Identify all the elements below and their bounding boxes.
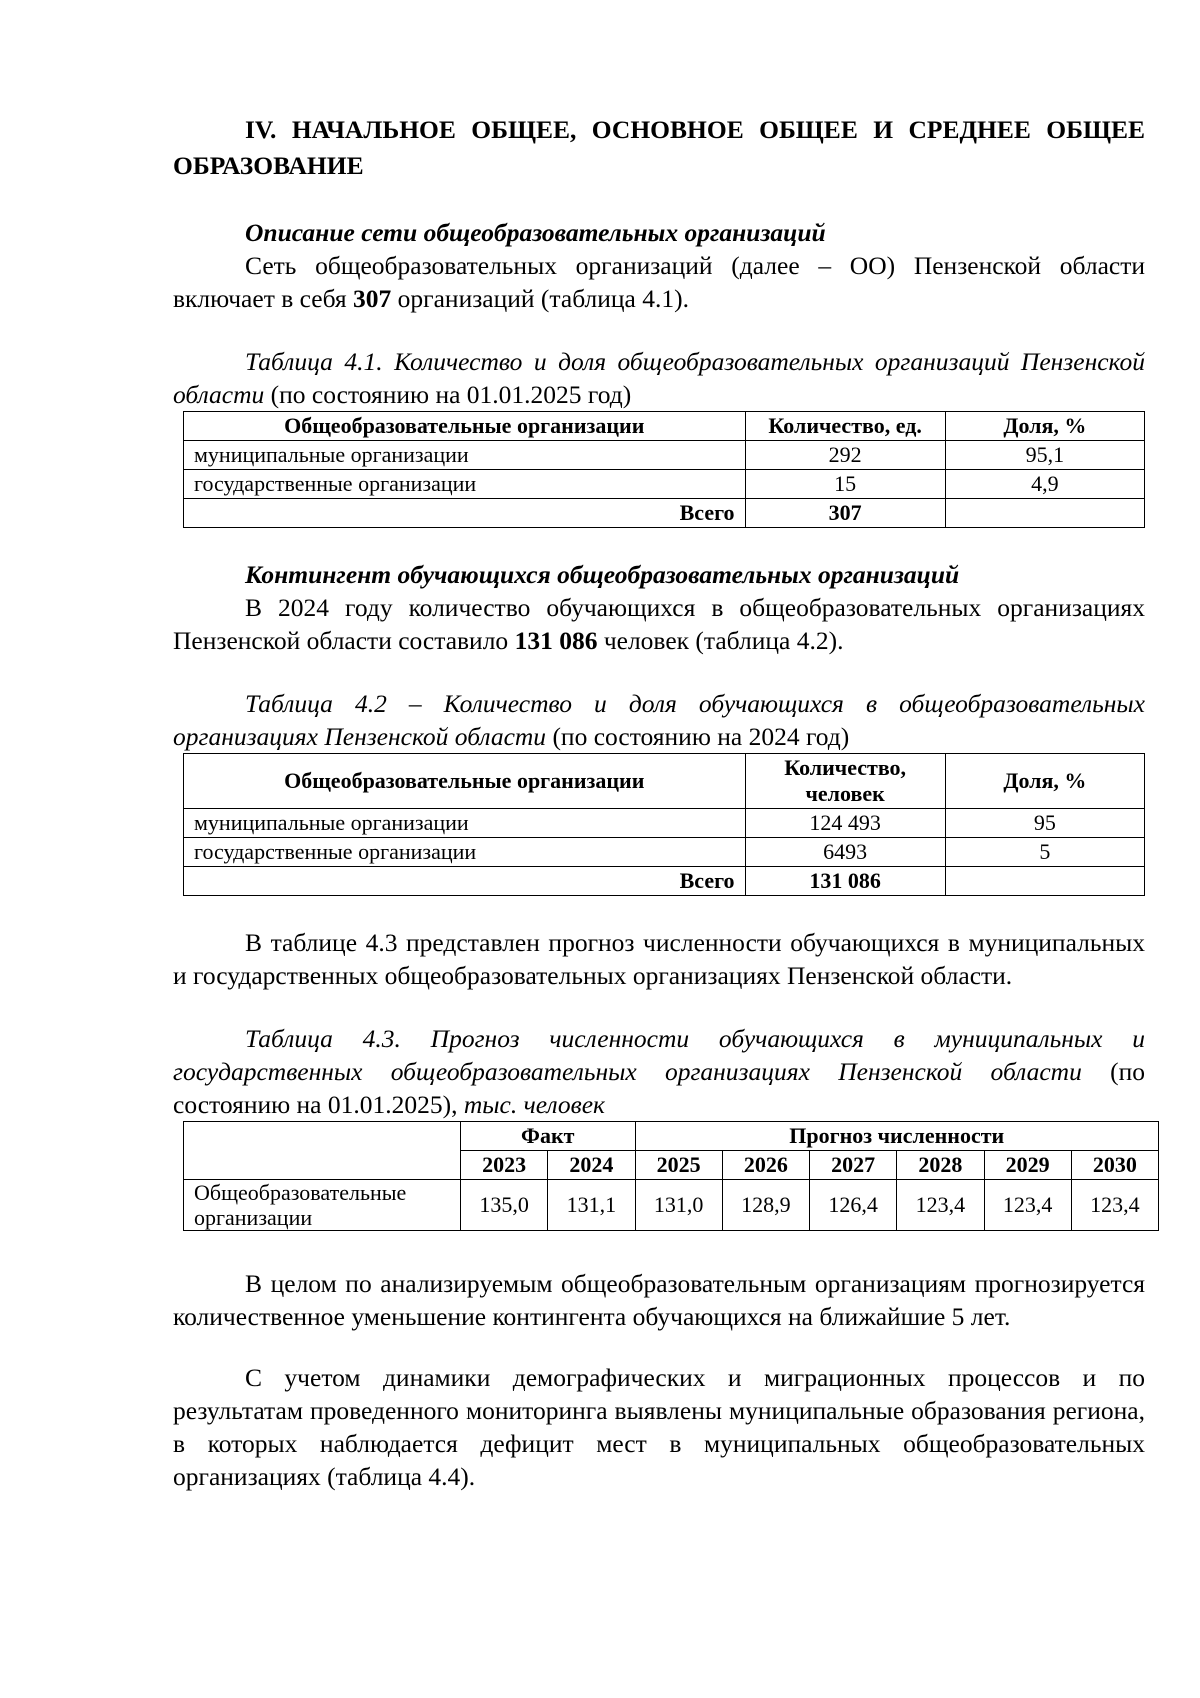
table3-row-label: Общеобразовательные организации <box>184 1180 461 1231</box>
table3 <box>183 1121 1159 1231</box>
table3-group-forecast: Прогноз численности <box>635 1122 1159 1151</box>
table3-value: 123,4 <box>1071 1180 1158 1231</box>
table1-header-row <box>184 412 1145 441</box>
table3-value: 131,1 <box>548 1180 635 1231</box>
section1-text-after: организаций (таблица 4.1). <box>391 284 689 313</box>
table1-caption-rest: (по состоянию на 01.01.2025 год) <box>264 380 632 409</box>
table2-total-value: 131 086 <box>745 867 945 896</box>
table1-total-empty <box>945 499 1144 528</box>
paragraph-5: С учетом динамики демографических и миграционных процессов и по результатам проведенного мониторинга выявлены муниципальные образования региона, в которых наблюдается дефицит мест в муниципальных общеобразовательных организациях (таблица 4.4). <box>173 1363 1145 1491</box>
table1-cell: 95,1 <box>945 441 1144 470</box>
table2-total-empty <box>945 867 1144 896</box>
section1-paragraph <box>173 249 1145 315</box>
table2 <box>183 753 1145 896</box>
section2-text-before: В 2024 году количество обучающихся в общеобразовательных организациях Пензенской области составило <box>173 593 1145 655</box>
table3-caption <box>173 1022 1145 1121</box>
section2-title: Контингент обучающихся общеобразовательных организаций <box>245 560 960 589</box>
section2-text-after: человек (таблица 4.2). <box>597 626 844 655</box>
table1-total-value: 307 <box>745 499 945 528</box>
table1-caption <box>173 345 1145 411</box>
table3-year: 2028 <box>897 1151 984 1180</box>
table1-total-row <box>184 499 1145 528</box>
section2-paragraph <box>173 591 1145 657</box>
table1-cell: 15 <box>745 470 945 499</box>
table3-value: 123,4 <box>984 1180 1071 1231</box>
table2-total-label: Всего <box>184 867 746 896</box>
table-row <box>184 1180 1159 1231</box>
table2-cell: муниципальные организации <box>184 809 746 838</box>
table2-cell: государственные организации <box>184 838 746 867</box>
table3-year: 2025 <box>635 1151 722 1180</box>
paragraph-4: В целом по анализируемым общеобразовательным организациям прогнозируется количественное уменьшение контингента обучающихся на ближайшие 5 лет. <box>173 1269 1145 1331</box>
table2-cell: 6493 <box>745 838 945 867</box>
table3-year: 2023 <box>461 1151 548 1180</box>
table-row <box>184 441 1145 470</box>
table3-caption-italic: Таблица 4.3. Прогноз численности обучающихся в муниципальных и государственных общеобразовательных организациях Пензенской области <box>173 1024 1145 1086</box>
table1 <box>183 411 1145 528</box>
table2-header-share: Доля, % <box>945 754 1144 809</box>
table1-cell: государственные организации <box>184 470 746 499</box>
table2-caption-rest: (по состоянию на 2024 год) <box>546 722 850 751</box>
table2-caption-italic: Таблица 4.2 – Количество и доля обучающихся в общеобразовательных организациях Пензенской области <box>173 689 1145 751</box>
table1-header-qty: Количество, ед. <box>745 412 945 441</box>
table1-header-name: Общеобразовательные организации <box>184 412 746 441</box>
table1-cell: 292 <box>745 441 945 470</box>
table2-header-qty: Количество, человек <box>745 754 945 809</box>
table2-caption <box>173 687 1145 753</box>
table3-value: 135,0 <box>461 1180 548 1231</box>
table3-year: 2027 <box>810 1151 897 1180</box>
table3-caption-unit: тыс. человек <box>463 1090 605 1119</box>
table2-header-name: Общеобразовательные организации <box>184 754 746 809</box>
table3-value: 131,0 <box>635 1180 722 1231</box>
table3-group-row <box>184 1122 1159 1151</box>
table-row <box>184 470 1145 499</box>
table3-group-fact: Факт <box>461 1122 636 1151</box>
table1-cell: муниципальные организации <box>184 441 746 470</box>
table2-cell: 124 493 <box>745 809 945 838</box>
section-heading: IV. НАЧАЛЬНОЕ ОБЩЕЕ, ОСНОВНОЕ ОБЩЕЕ И СРЕДНЕЕ ОБЩЕЕ ОБРАЗОВАНИЕ <box>173 115 1145 180</box>
table1-cell: 4,9 <box>945 470 1144 499</box>
table3-year: 2024 <box>548 1151 635 1180</box>
section1-title: Описание сети общеобразовательных организаций <box>245 218 826 247</box>
document-page <box>173 112 1145 1493</box>
table1-header-share: Доля, % <box>945 412 1144 441</box>
table2-cell: 95 <box>945 809 1144 838</box>
table-row <box>184 809 1145 838</box>
table1-total-label: Всего <box>184 499 746 528</box>
paragraph-3: В таблице 4.3 представлен прогноз численности обучающихся в муниципальных и государственных общеобразовательных организациях Пензенской области. <box>173 928 1145 990</box>
table3-year: 2026 <box>722 1151 809 1180</box>
table3-value: 128,9 <box>722 1180 809 1231</box>
section2-text-bold: 131 086 <box>514 626 598 655</box>
table2-header-row <box>184 754 1145 809</box>
section1-text-bold: 307 <box>353 284 392 313</box>
table2-total-row <box>184 867 1145 896</box>
table3-year: 2029 <box>984 1151 1071 1180</box>
section1-text-before: Сеть общеобразовательных организаций (далее – ОО) Пензенской области включает в себя <box>173 251 1145 313</box>
table3-value: 126,4 <box>810 1180 897 1231</box>
table3-value: 123,4 <box>897 1180 984 1231</box>
table1-caption-italic: Таблица 4.1. Количество и доля общеобразовательных организаций Пензенской области <box>173 347 1145 409</box>
table2-cell: 5 <box>945 838 1144 867</box>
table3-caption-mid: (по состоянию на 01.01.2025), <box>173 1057 1146 1119</box>
table3-corner <box>184 1122 461 1180</box>
table-row <box>184 838 1145 867</box>
table3-year: 2030 <box>1071 1151 1158 1180</box>
